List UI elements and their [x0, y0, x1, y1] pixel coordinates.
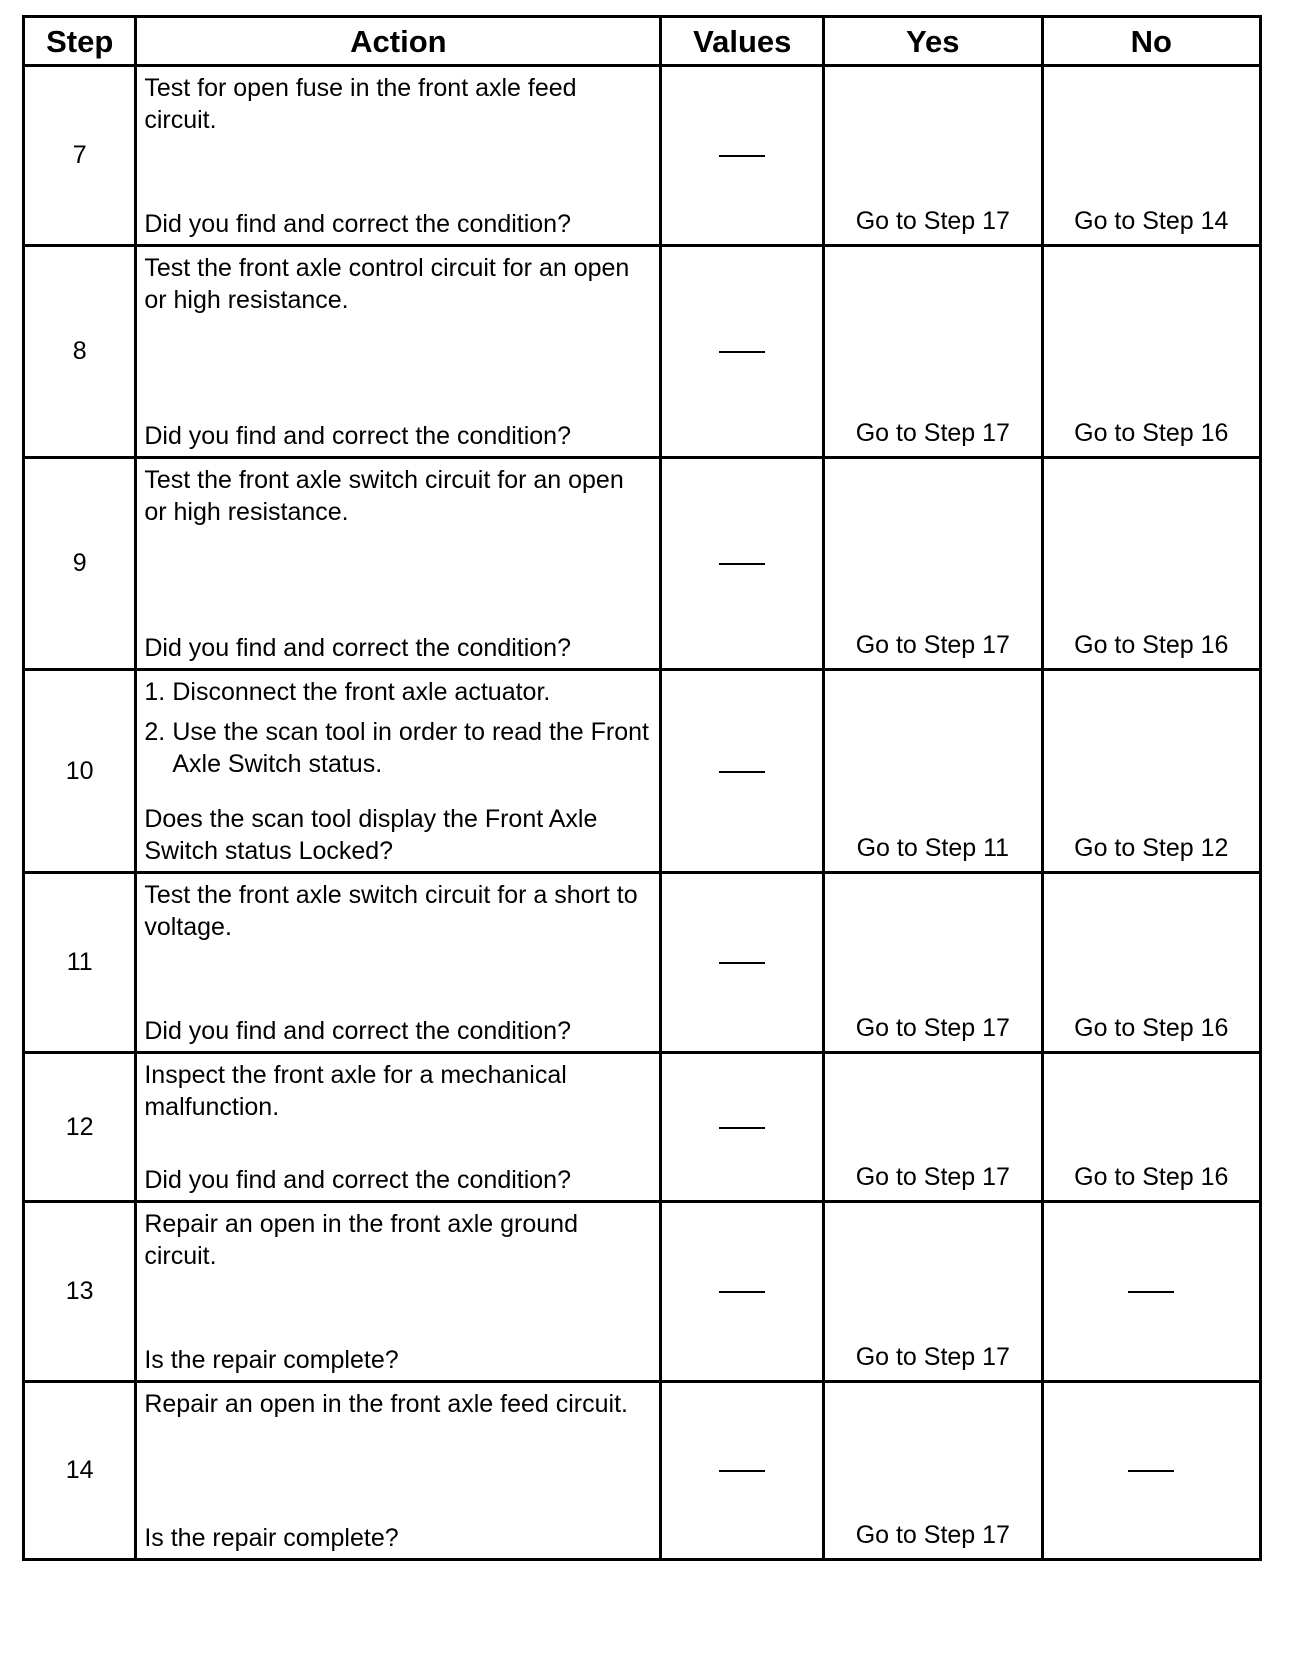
values-cell — [661, 246, 824, 458]
list-item — [144, 716, 651, 780]
values-cell — [661, 1053, 824, 1202]
action-question: Did you find and correct the condition? — [144, 422, 571, 450]
step-number: 7 — [24, 66, 136, 246]
action-question: Does the scan tool display the Front Axle Switch status Locked? — [144, 805, 598, 865]
header-no: No — [1042, 17, 1260, 66]
no-cell — [1042, 1202, 1260, 1382]
table-row — [24, 1202, 1261, 1382]
yes-cell: Go to Step 17 — [824, 1053, 1042, 1202]
list-number: 2. — [144, 718, 166, 746]
yes-cell: Go to Step 17 — [824, 458, 1042, 670]
dash-mark — [719, 962, 765, 964]
dash-mark — [719, 563, 765, 565]
action-cell — [136, 66, 661, 246]
dash-mark — [1128, 1470, 1174, 1472]
table-header — [24, 17, 1261, 66]
action-text: Test for open fuse in the front axle feed circuit. — [144, 74, 577, 134]
action-cell — [136, 670, 661, 873]
table-row — [24, 670, 1261, 873]
values-cell — [661, 1382, 824, 1560]
action-question: Did you find and correct the condition? — [144, 634, 571, 662]
table-body — [24, 66, 1261, 1560]
values-cell — [661, 1202, 824, 1382]
diagnostic-table — [22, 15, 1262, 1561]
yes-cell: Go to Step 17 — [824, 246, 1042, 458]
yes-cell: Go to Step 17 — [824, 1202, 1042, 1382]
table-row — [24, 1382, 1261, 1560]
dash-mark — [719, 351, 765, 353]
action-question: Is the repair complete? — [144, 1524, 399, 1552]
yes-cell: Go to Step 17 — [824, 873, 1042, 1053]
values-cell — [661, 670, 824, 873]
action-cell — [136, 1202, 661, 1382]
action-question: Did you find and correct the condition? — [144, 1017, 571, 1045]
action-cell — [136, 1382, 661, 1560]
header-values: Values — [661, 17, 824, 66]
action-text: Repair an open in the front axle feed circuit. — [144, 1390, 628, 1418]
dash-mark — [719, 1470, 765, 1472]
list-number: 1. — [144, 678, 166, 706]
yes-cell: Go to Step 17 — [824, 66, 1042, 246]
action-question: Did you find and correct the condition? — [144, 210, 571, 238]
action-text: Repair an open in the front axle ground circuit. — [144, 1210, 578, 1270]
action-cell — [136, 458, 661, 670]
dash-mark — [719, 1291, 765, 1293]
step-number: 12 — [24, 1053, 136, 1202]
values-cell — [661, 458, 824, 670]
dash-mark — [719, 1127, 765, 1129]
yes-cell: Go to Step 17 — [824, 1382, 1042, 1560]
action-text: Test the front axle switch circuit for an open or high resistance. — [144, 466, 624, 526]
action-text: Inspect the front axle for a mechanical malfunction. — [144, 1061, 567, 1121]
action-question: Did you find and correct the condition? — [144, 1166, 571, 1194]
no-cell: Go to Step 16 — [1042, 458, 1260, 670]
table-row — [24, 246, 1261, 458]
no-cell: Go to Step 12 — [1042, 670, 1260, 873]
values-cell — [661, 66, 824, 246]
list-item — [144, 676, 651, 708]
step-number: 11 — [24, 873, 136, 1053]
header-yes: Yes — [824, 17, 1042, 66]
dash-mark — [719, 155, 765, 157]
header-action: Action — [136, 17, 661, 66]
header-step: Step — [24, 17, 136, 66]
action-cell — [136, 873, 661, 1053]
list-text: Use the scan tool in order to read the Front Axle Switch status. — [172, 718, 649, 778]
no-cell: Go to Step 14 — [1042, 66, 1260, 246]
yes-cell: Go to Step 11 — [824, 670, 1042, 873]
table-row — [24, 458, 1261, 670]
step-number: 13 — [24, 1202, 136, 1382]
no-cell: Go to Step 16 — [1042, 873, 1260, 1053]
values-cell — [661, 873, 824, 1053]
action-cell — [136, 246, 661, 458]
action-text: Test the front axle control circuit for an open or high resistance. — [144, 254, 630, 314]
table-row — [24, 66, 1261, 246]
dash-mark — [719, 771, 765, 773]
dash-mark — [1128, 1291, 1174, 1293]
no-cell: Go to Step 16 — [1042, 1053, 1260, 1202]
table-row — [24, 873, 1261, 1053]
no-cell — [1042, 1382, 1260, 1560]
list-text: Disconnect the front axle actuator. — [172, 678, 551, 706]
step-number: 14 — [24, 1382, 136, 1560]
action-cell — [136, 1053, 661, 1202]
step-number: 10 — [24, 670, 136, 873]
step-number: 9 — [24, 458, 136, 670]
table-row — [24, 1053, 1261, 1202]
action-text: Test the front axle switch circuit for a short to voltage. — [144, 881, 638, 941]
header-row — [24, 17, 1261, 66]
action-list — [144, 676, 651, 780]
step-number: 8 — [24, 246, 136, 458]
action-question: Is the repair complete? — [144, 1346, 399, 1374]
no-cell: Go to Step 16 — [1042, 246, 1260, 458]
